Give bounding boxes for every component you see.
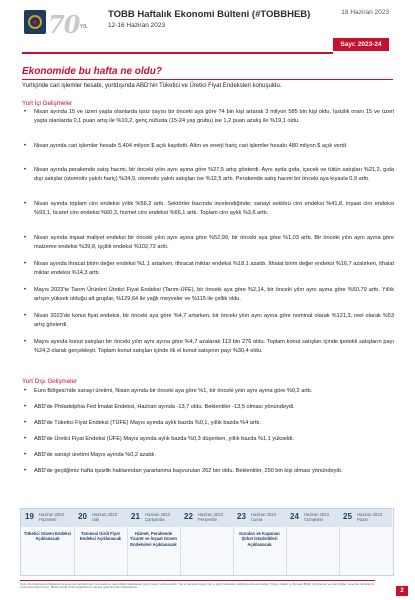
bulletin-header [0, 0, 415, 56]
calendar-day [339, 509, 392, 575]
title-underline [22, 79, 393, 80]
calendar-day-header [21, 509, 74, 527]
calendar-day-number: 23 [237, 512, 246, 521]
calendar-day-date: Haziran 2023 Çarşamba [145, 512, 170, 522]
calendar-day-date: Haziran 2023 Salı [92, 512, 117, 522]
calendar-day-number: 25 [343, 512, 352, 521]
calendar-day-number: 24 [290, 512, 299, 521]
calendar-events: Kurulan ve Kapanan Şirket İstatistikleri Açıklanacak [239, 531, 280, 547]
calendar-day-header [339, 509, 392, 527]
calendar-day [286, 509, 340, 575]
calendar-events: Tüketici Güven Endeksi Açıklanacak [23, 531, 72, 542]
calendar-day-number: 19 [25, 512, 34, 521]
bullet-icon: • [24, 235, 27, 241]
bulletin-title: TOBB Haftalık Ekonomi Bülteni (#TOBBHEB) [108, 9, 311, 20]
bullet-icon: • [24, 404, 27, 410]
issue-badge: Sayı: 2023-24 [333, 38, 389, 51]
page-number: 2 [396, 586, 408, 596]
disclaimer-text: Uyarı: Bu bültenigenel bilgilendirme amacıyla hazırlanmıştır ve burada yer alan bilgiler kullanılarak yatırım kararı verilmemelidir. Yatırım kararları kişisel risk ve getiri beklentileri doğrultusunda alınmalıdır. Türkiye Odalar ve Borsalar Birliği, bu bültende yer alan bilgiler nedeniyle herhangi bir sorumluluk kabul etmez. Bülten içeriği izinsiz çoğaltılamaz, kaynak gösterilmeden kullanılamaz. [20, 582, 375, 590]
calendar-day-date: Haziran 2023 Pazar [357, 512, 382, 522]
bullet-icon: • [24, 287, 27, 293]
logo-suffix: YIL [80, 24, 88, 30]
bullet-icon: • [24, 313, 27, 319]
calendar-day-header [74, 509, 127, 527]
calendar-day-date: Haziran 2023 Cuma [251, 512, 276, 522]
calendar-day-header [233, 509, 286, 527]
calendar-events: Hizmet, Perakende Ticaret ve İnşaat Güven Endeksleri Açıklanacak [130, 531, 177, 547]
bullet-icon: • [24, 143, 27, 149]
tobb-emblem-icon [24, 10, 46, 34]
calendar-day [180, 509, 234, 575]
calendar-day [21, 509, 75, 575]
bullet-icon: • [24, 388, 27, 394]
bulletin-dates: 12-16 Haziran 2023 [108, 22, 166, 29]
bullet-icon: • [24, 109, 27, 115]
publication-date: 18 Haziran 2023 [341, 9, 389, 16]
logo-number: 70 [48, 10, 80, 39]
calendar-day-header [286, 509, 339, 527]
bullet-icon: • [24, 452, 27, 458]
calendar-day-number: 22 [184, 512, 193, 521]
bullet-icon: • [24, 201, 27, 207]
section-title: Ekonomide bu hafta ne oldu? [22, 66, 162, 77]
domestic-heading: Yurt İçi Gelişmeler [22, 100, 73, 107]
footer-divider [20, 580, 375, 581]
foreign-heading: Yurt Dışı Gelişmeler [22, 378, 78, 385]
bullet-icon: • [24, 420, 27, 426]
calendar-events: Tarımsal Girdi Fiyat Endeksi Açıklanacak [79, 531, 122, 542]
tobb-70-yil-logo [24, 10, 94, 39]
calendar-day-date: Haziran 2023 Perşembe [198, 512, 223, 522]
calendar-day-date: Haziran 2023 Pazartesi [39, 512, 64, 522]
calendar-day-date: Haziran 2023 Cumartesi [304, 512, 329, 522]
calendar-day [127, 509, 181, 575]
bullet-icon: • [24, 436, 27, 442]
bullet-icon: • [24, 339, 27, 345]
calendar-day-number: 20 [78, 512, 87, 521]
weekly-calendar [20, 508, 394, 576]
calendar-day [74, 509, 128, 575]
calendar-day-header [127, 509, 180, 527]
calendar-day-number: 21 [131, 512, 140, 521]
intro-text: Yurtiçinde cari işlemler hesabı, yurtdışında ABD'nin Tüketici ve Üretici Fiyat Endeksleri konuşuldu. [22, 83, 282, 89]
bullet-icon: • [24, 261, 27, 267]
bullet-icon: • [24, 468, 27, 474]
bullet-icon: • [24, 167, 27, 173]
header-divider [22, 52, 333, 54]
calendar-day-header [180, 509, 233, 527]
calendar-day [233, 509, 287, 575]
